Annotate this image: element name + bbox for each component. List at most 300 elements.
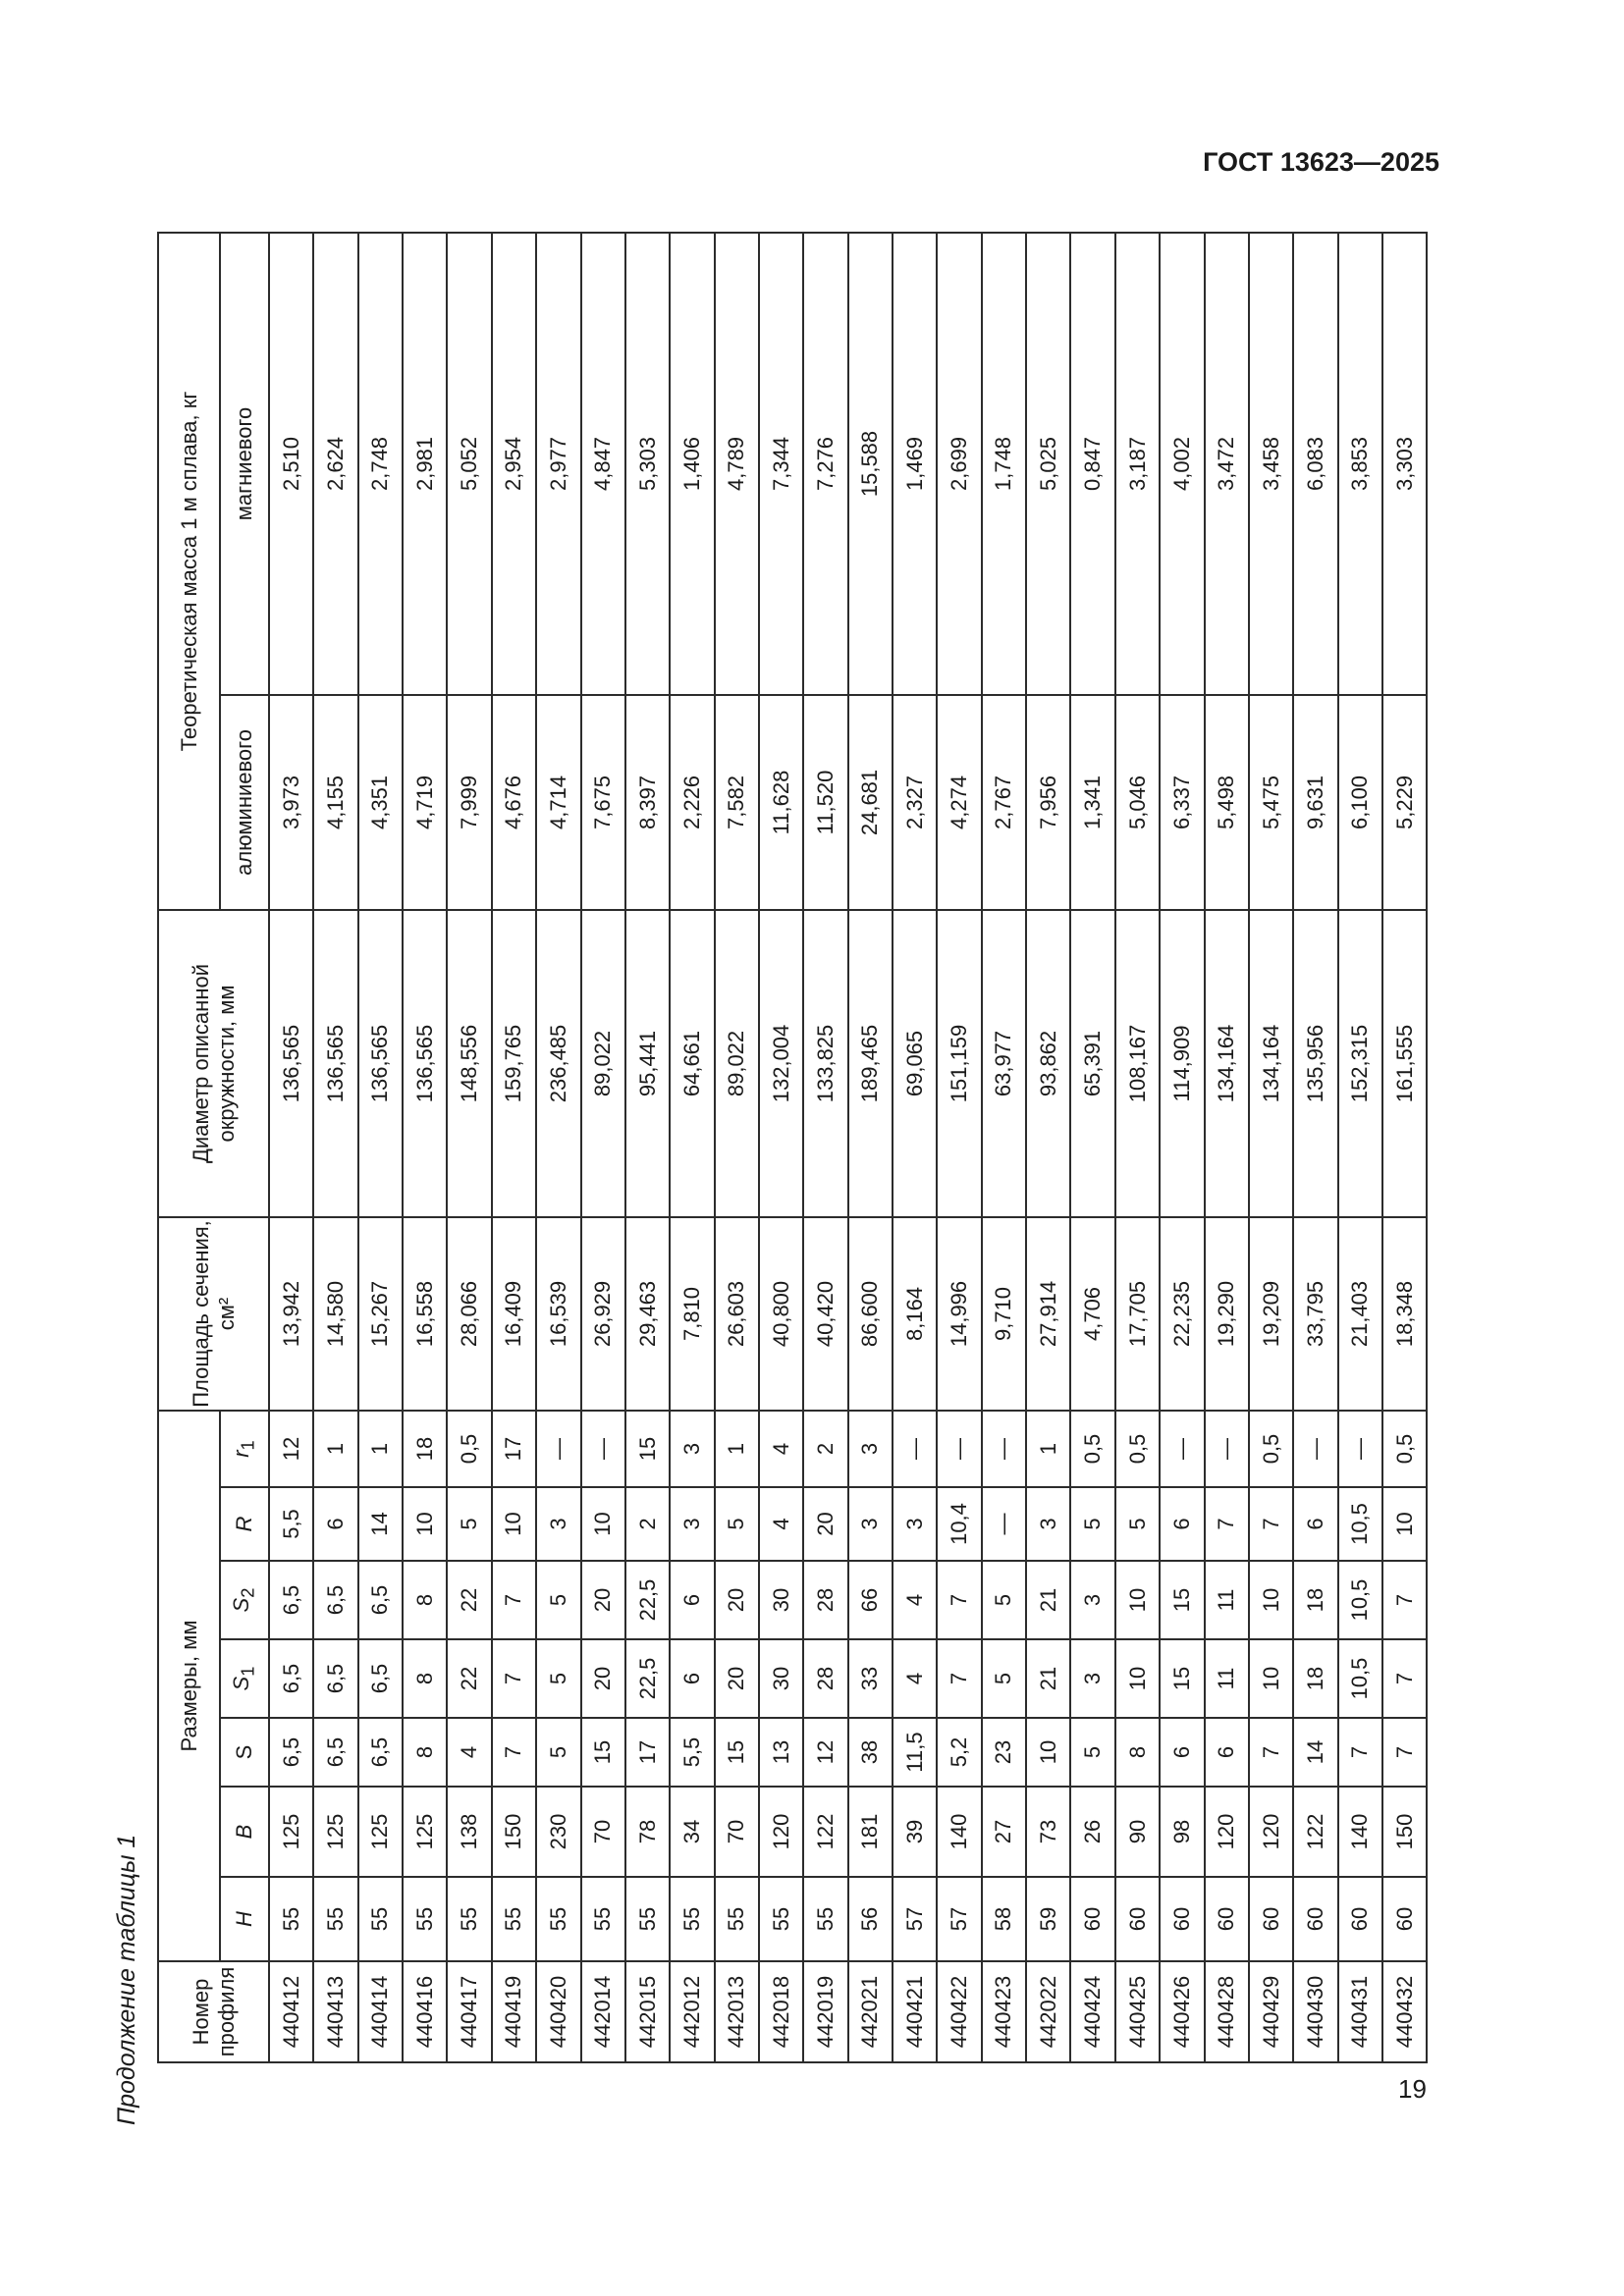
cell-S2: 5 xyxy=(982,1561,1026,1639)
cell-S2: 4 xyxy=(893,1561,937,1639)
table-row xyxy=(848,233,893,2062)
cell-diameter: 65,391 xyxy=(1070,910,1114,1217)
cell-S2: 10 xyxy=(1249,1561,1293,1639)
table-row xyxy=(1382,233,1427,2062)
cell-S: 12 xyxy=(803,1718,847,1787)
cell-H: 55 xyxy=(403,1877,447,1961)
cell-diameter: 161,555 xyxy=(1382,910,1427,1217)
cell-R: 5 xyxy=(1070,1487,1114,1561)
cell-B: 125 xyxy=(358,1787,403,1877)
cell-diameter: 64,661 xyxy=(670,910,714,1217)
cell-area: 17,705 xyxy=(1115,1217,1160,1411)
cell-S: 6 xyxy=(1205,1718,1249,1787)
cell-R: 5 xyxy=(715,1487,759,1561)
cell-profile-number: 442018 xyxy=(759,1961,803,2062)
cell-profile-number: 440420 xyxy=(536,1961,580,2062)
cell-profile-number: 440430 xyxy=(1293,1961,1337,2062)
cell-S: 5 xyxy=(536,1718,580,1787)
cell-S1: 28 xyxy=(803,1639,847,1718)
cell-R: 5,5 xyxy=(269,1487,313,1561)
table-row xyxy=(1205,233,1249,2062)
cell-H: 60 xyxy=(1382,1877,1427,1961)
cell-S2: 21 xyxy=(1026,1561,1070,1639)
cell-area: 33,795 xyxy=(1293,1217,1337,1411)
cell-R: 3 xyxy=(670,1487,714,1561)
cell-H: 55 xyxy=(759,1877,803,1961)
cell-mass-magnesium: 5,025 xyxy=(1026,233,1070,695)
table-row xyxy=(1338,233,1382,2062)
cell-diameter: 132,004 xyxy=(759,910,803,1217)
cell-mass-aluminum: 7,582 xyxy=(715,695,759,910)
cell-B: 138 xyxy=(447,1787,491,1877)
cell-B: 125 xyxy=(403,1787,447,1877)
cell-S2: 7 xyxy=(492,1561,536,1639)
table-row xyxy=(1070,233,1114,2062)
cell-R: 14 xyxy=(358,1487,403,1561)
cell-r1: 17 xyxy=(492,1411,536,1487)
cell-H: 58 xyxy=(982,1877,1026,1961)
cell-B: 78 xyxy=(625,1787,670,1877)
cell-r1: — xyxy=(1205,1411,1249,1487)
cell-r1: — xyxy=(1338,1411,1382,1487)
table-row xyxy=(670,233,714,2062)
cell-S: 23 xyxy=(982,1718,1026,1787)
cell-H: 60 xyxy=(1070,1877,1114,1961)
cell-profile-number: 442014 xyxy=(581,1961,625,2062)
cell-diameter: 89,022 xyxy=(581,910,625,1217)
cell-B: 120 xyxy=(1249,1787,1293,1877)
cell-S1: 7 xyxy=(937,1639,981,1718)
cell-profile-number: 440432 xyxy=(1382,1961,1427,2062)
cell-S: 7 xyxy=(1338,1718,1382,1787)
table-row xyxy=(937,233,981,2062)
cell-area: 15,267 xyxy=(358,1217,403,1411)
cell-profile-number: 442022 xyxy=(1026,1961,1070,2062)
cell-H: 60 xyxy=(1293,1877,1337,1961)
cell-H: 55 xyxy=(670,1877,714,1961)
cell-r1: — xyxy=(1293,1411,1337,1487)
cell-profile-number: 442015 xyxy=(625,1961,670,2062)
cell-profile-number: 440426 xyxy=(1160,1961,1204,2062)
cell-R: 3 xyxy=(893,1487,937,1561)
cell-area: 22,235 xyxy=(1160,1217,1204,1411)
cell-S: 7 xyxy=(1382,1718,1427,1787)
standard-designation: ГОСТ 13623—2025 xyxy=(1203,147,1439,177)
cell-mass-aluminum: 7,956 xyxy=(1026,695,1070,910)
cell-mass-aluminum: 4,714 xyxy=(536,695,580,910)
cell-H: 55 xyxy=(536,1877,580,1961)
cell-S: 13 xyxy=(759,1718,803,1787)
cell-H: 55 xyxy=(358,1877,403,1961)
cell-B: 150 xyxy=(492,1787,536,1877)
cell-R: 6 xyxy=(313,1487,357,1561)
cell-diameter: 152,315 xyxy=(1338,910,1382,1217)
cell-H: 56 xyxy=(848,1877,893,1961)
table-container xyxy=(157,234,1427,2063)
cell-mass-magnesium: 2,954 xyxy=(492,233,536,695)
table-caption: Продолжение таблицы 1 xyxy=(113,1834,140,2125)
cell-diameter: 159,765 xyxy=(492,910,536,1217)
table-body xyxy=(269,233,1427,2062)
cell-S1: 30 xyxy=(759,1639,803,1718)
cell-S1: 7 xyxy=(492,1639,536,1718)
cell-profile-number: 440416 xyxy=(403,1961,447,2062)
cell-B: 39 xyxy=(893,1787,937,1877)
cell-H: 57 xyxy=(893,1877,937,1961)
cell-S1: 6 xyxy=(670,1639,714,1718)
cell-R: 6 xyxy=(1293,1487,1337,1561)
table-row xyxy=(982,233,1026,2062)
cell-S1: 3 xyxy=(1070,1639,1114,1718)
cell-profile-number: 442021 xyxy=(848,1961,893,2062)
cell-R: — xyxy=(982,1487,1026,1561)
cell-B: 120 xyxy=(1205,1787,1249,1877)
cell-B: 140 xyxy=(937,1787,981,1877)
cell-mass-magnesium: 4,789 xyxy=(715,233,759,695)
cell-profile-number: 440421 xyxy=(893,1961,937,2062)
cell-mass-magnesium: 3,187 xyxy=(1115,233,1160,695)
page-number: 19 xyxy=(1398,2074,1427,2104)
cell-diameter: 133,825 xyxy=(803,910,847,1217)
cell-S1: 33 xyxy=(848,1639,893,1718)
cell-mass-magnesium: 2,977 xyxy=(536,233,580,695)
cell-R: 6 xyxy=(1160,1487,1204,1561)
cell-mass-aluminum: 11,628 xyxy=(759,695,803,910)
cell-diameter: 114,909 xyxy=(1160,910,1204,1217)
cell-mass-magnesium: 4,847 xyxy=(581,233,625,695)
cell-S1: 11 xyxy=(1205,1639,1249,1718)
header-S2: $S_2$ xyxy=(220,1561,269,1639)
cell-S1: 7 xyxy=(1382,1639,1427,1718)
cell-r1: — xyxy=(581,1411,625,1487)
cell-mass-aluminum: 5,046 xyxy=(1115,695,1160,910)
cell-B: 27 xyxy=(982,1787,1026,1877)
cell-S2: 20 xyxy=(581,1561,625,1639)
cell-S1: 21 xyxy=(1026,1639,1070,1718)
cell-r1: 0,5 xyxy=(1382,1411,1427,1487)
table-row xyxy=(803,233,847,2062)
cell-diameter: 89,022 xyxy=(715,910,759,1217)
table-row xyxy=(1249,233,1293,2062)
cell-S: 4 xyxy=(447,1718,491,1787)
cell-profile-number: 440419 xyxy=(492,1961,536,2062)
cell-profile-number: 440422 xyxy=(937,1961,981,2062)
cell-area: 19,209 xyxy=(1249,1217,1293,1411)
header-r1: $r_1$ xyxy=(220,1411,269,1487)
cell-S: 11,5 xyxy=(893,1718,937,1787)
table-row xyxy=(759,233,803,2062)
cell-B: 181 xyxy=(848,1787,893,1877)
cell-profile-number: 440429 xyxy=(1249,1961,1293,2062)
header-area: Площадь сечения, см² xyxy=(158,1217,269,1411)
cell-S1: 6,5 xyxy=(313,1639,357,1718)
cell-diameter: 134,164 xyxy=(1205,910,1249,1217)
cell-R: 7 xyxy=(1249,1487,1293,1561)
cell-R: 7 xyxy=(1205,1487,1249,1561)
cell-r1: 2 xyxy=(803,1411,847,1487)
cell-area: 19,290 xyxy=(1205,1217,1249,1411)
cell-H: 55 xyxy=(313,1877,357,1961)
cell-mass-aluminum: 11,520 xyxy=(803,695,847,910)
cell-R: 10 xyxy=(403,1487,447,1561)
cell-S1: 5 xyxy=(536,1639,580,1718)
cell-mass-magnesium: 4,002 xyxy=(1160,233,1204,695)
cell-S: 10 xyxy=(1026,1718,1070,1787)
cell-mass-magnesium: 7,344 xyxy=(759,233,803,695)
cell-B: 34 xyxy=(670,1787,714,1877)
cell-r1: 0,5 xyxy=(1070,1411,1114,1487)
cell-R: 3 xyxy=(848,1487,893,1561)
table-row xyxy=(447,233,491,2062)
header-diameter: Диаметр описанной окружности, мм xyxy=(158,910,269,1217)
cell-mass-magnesium: 2,699 xyxy=(937,233,981,695)
cell-S: 5,2 xyxy=(937,1718,981,1787)
cell-area: 28,066 xyxy=(447,1217,491,1411)
cell-mass-magnesium: 2,981 xyxy=(403,233,447,695)
cell-S2: 11 xyxy=(1205,1561,1249,1639)
cell-R: 3 xyxy=(536,1487,580,1561)
cell-R: 4 xyxy=(759,1487,803,1561)
cell-H: 60 xyxy=(1115,1877,1160,1961)
cell-S: 14 xyxy=(1293,1718,1337,1787)
cell-S: 17 xyxy=(625,1718,670,1787)
cell-H: 57 xyxy=(937,1877,981,1961)
cell-mass-aluminum: 4,676 xyxy=(492,695,536,910)
cell-mass-aluminum: 2,767 xyxy=(982,695,1026,910)
cell-r1: 1 xyxy=(715,1411,759,1487)
cell-diameter: 93,862 xyxy=(1026,910,1070,1217)
cell-r1: 4 xyxy=(759,1411,803,1487)
cell-diameter: 151,159 xyxy=(937,910,981,1217)
cell-R: 10,5 xyxy=(1338,1487,1382,1561)
cell-area: 86,600 xyxy=(848,1217,893,1411)
cell-S1: 6,5 xyxy=(358,1639,403,1718)
cell-H: 60 xyxy=(1338,1877,1382,1961)
cell-area: 8,164 xyxy=(893,1217,937,1411)
header-profile-number: Номер профиля xyxy=(158,1961,269,2062)
cell-S2: 6,5 xyxy=(269,1561,313,1639)
cell-B: 140 xyxy=(1338,1787,1382,1877)
header-dimensions: Размеры, мм xyxy=(158,1411,220,1961)
cell-S2: 10 xyxy=(1115,1561,1160,1639)
header-aluminum: алюминиевого xyxy=(220,695,269,910)
header-B: B xyxy=(220,1787,269,1877)
cell-profile-number: 440413 xyxy=(313,1961,357,2062)
cell-mass-aluminum: 4,274 xyxy=(937,695,981,910)
profile-table xyxy=(157,232,1428,2063)
cell-R: 2 xyxy=(625,1487,670,1561)
cell-S: 8 xyxy=(403,1718,447,1787)
cell-S1: 10 xyxy=(1249,1639,1293,1718)
cell-diameter: 136,565 xyxy=(358,910,403,1217)
cell-B: 125 xyxy=(269,1787,313,1877)
cell-B: 120 xyxy=(759,1787,803,1877)
cell-mass-magnesium: 7,276 xyxy=(803,233,847,695)
cell-mass-magnesium: 1,469 xyxy=(893,233,937,695)
cell-B: 122 xyxy=(1293,1787,1337,1877)
cell-area: 13,942 xyxy=(269,1217,313,1411)
cell-mass-magnesium: 1,406 xyxy=(670,233,714,695)
cell-mass-magnesium: 3,458 xyxy=(1249,233,1293,695)
cell-S2: 20 xyxy=(715,1561,759,1639)
cell-mass-aluminum: 24,681 xyxy=(848,695,893,910)
cell-S2: 6,5 xyxy=(313,1561,357,1639)
table-row xyxy=(403,233,447,2062)
cell-R: 10 xyxy=(492,1487,536,1561)
cell-S: 15 xyxy=(581,1718,625,1787)
cell-diameter: 108,167 xyxy=(1115,910,1160,1217)
table-row xyxy=(893,233,937,2062)
cell-mass-magnesium: 0,847 xyxy=(1070,233,1114,695)
cell-H: 55 xyxy=(269,1877,313,1961)
cell-H: 59 xyxy=(1026,1877,1070,1961)
cell-S2: 8 xyxy=(403,1561,447,1639)
cell-mass-aluminum: 9,631 xyxy=(1293,695,1337,910)
cell-r1: 1 xyxy=(313,1411,357,1487)
cell-H: 55 xyxy=(803,1877,847,1961)
cell-r1: 3 xyxy=(848,1411,893,1487)
cell-area: 18,348 xyxy=(1382,1217,1427,1411)
cell-S1: 4 xyxy=(893,1639,937,1718)
cell-area: 40,800 xyxy=(759,1217,803,1411)
cell-R: 10 xyxy=(1382,1487,1427,1561)
cell-S1: 18 xyxy=(1293,1639,1337,1718)
cell-B: 230 xyxy=(536,1787,580,1877)
cell-area: 9,710 xyxy=(982,1217,1026,1411)
cell-S1: 22,5 xyxy=(625,1639,670,1718)
cell-mass-aluminum: 1,341 xyxy=(1070,695,1114,910)
cell-r1: 0,5 xyxy=(1115,1411,1160,1487)
cell-r1: 3 xyxy=(670,1411,714,1487)
cell-H: 60 xyxy=(1249,1877,1293,1961)
cell-mass-aluminum: 5,498 xyxy=(1205,695,1249,910)
cell-S2: 6 xyxy=(670,1561,714,1639)
cell-S: 8 xyxy=(1115,1718,1160,1787)
cell-area: 7,810 xyxy=(670,1217,714,1411)
cell-r1: — xyxy=(982,1411,1026,1487)
cell-S2: 22 xyxy=(447,1561,491,1639)
cell-S: 6,5 xyxy=(358,1718,403,1787)
cell-r1: 1 xyxy=(1026,1411,1070,1487)
cell-S2: 28 xyxy=(803,1561,847,1639)
cell-S2: 30 xyxy=(759,1561,803,1639)
cell-S1: 10 xyxy=(1115,1639,1160,1718)
cell-area: 29,463 xyxy=(625,1217,670,1411)
cell-mass-magnesium: 2,624 xyxy=(313,233,357,695)
cell-mass-aluminum: 5,229 xyxy=(1382,695,1427,910)
cell-r1: — xyxy=(893,1411,937,1487)
cell-S1: 22 xyxy=(447,1639,491,1718)
cell-diameter: 63,977 xyxy=(982,910,1026,1217)
cell-profile-number: 440425 xyxy=(1115,1961,1160,2062)
cell-H: 55 xyxy=(715,1877,759,1961)
cell-S: 5,5 xyxy=(670,1718,714,1787)
cell-area: 14,580 xyxy=(313,1217,357,1411)
cell-S2: 15 xyxy=(1160,1561,1204,1639)
cell-r1: 15 xyxy=(625,1411,670,1487)
cell-r1: — xyxy=(937,1411,981,1487)
cell-profile-number: 442013 xyxy=(715,1961,759,2062)
header-S: S xyxy=(220,1718,269,1787)
cell-diameter: 69,065 xyxy=(893,910,937,1217)
cell-area: 40,420 xyxy=(803,1217,847,1411)
table-row xyxy=(358,233,403,2062)
cell-profile-number: 440423 xyxy=(982,1961,1026,2062)
cell-area: 16,558 xyxy=(403,1217,447,1411)
cell-S: 15 xyxy=(715,1718,759,1787)
cell-R: 5 xyxy=(447,1487,491,1561)
cell-S: 5 xyxy=(1070,1718,1114,1787)
table-row xyxy=(1115,233,1160,2062)
cell-area: 26,603 xyxy=(715,1217,759,1411)
cell-S2: 22,5 xyxy=(625,1561,670,1639)
cell-diameter: 189,465 xyxy=(848,910,893,1217)
cell-profile-number: 440412 xyxy=(269,1961,313,2062)
cell-diameter: 95,441 xyxy=(625,910,670,1217)
cell-S1: 10,5 xyxy=(1338,1639,1382,1718)
table-row xyxy=(1293,233,1337,2062)
cell-H: 55 xyxy=(447,1877,491,1961)
cell-B: 98 xyxy=(1160,1787,1204,1877)
cell-B: 73 xyxy=(1026,1787,1070,1877)
table-row xyxy=(1026,233,1070,2062)
cell-mass-magnesium: 2,748 xyxy=(358,233,403,695)
cell-B: 90 xyxy=(1115,1787,1160,1877)
cell-area: 16,539 xyxy=(536,1217,580,1411)
cell-area: 26,929 xyxy=(581,1217,625,1411)
cell-r1: 0,5 xyxy=(1249,1411,1293,1487)
cell-S2: 7 xyxy=(937,1561,981,1639)
cell-mass-aluminum: 8,397 xyxy=(625,695,670,910)
cell-H: 55 xyxy=(492,1877,536,1961)
cell-mass-aluminum: 7,999 xyxy=(447,695,491,910)
cell-profile-number: 440424 xyxy=(1070,1961,1114,2062)
cell-mass-magnesium: 5,052 xyxy=(447,233,491,695)
cell-profile-number: 440414 xyxy=(358,1961,403,2062)
header-S1: $S_1$ xyxy=(220,1639,269,1718)
cell-mass-aluminum: 7,675 xyxy=(581,695,625,910)
cell-area: 14,996 xyxy=(937,1217,981,1411)
table-row xyxy=(581,233,625,2062)
cell-mass-aluminum: 2,226 xyxy=(670,695,714,910)
cell-profile-number: 440431 xyxy=(1338,1961,1382,2062)
cell-S2: 18 xyxy=(1293,1561,1337,1639)
header-mass: Теоретическая масса 1 м сплава, кг xyxy=(158,233,220,910)
cell-S2: 5 xyxy=(536,1561,580,1639)
cell-r1: 12 xyxy=(269,1411,313,1487)
table-row xyxy=(536,233,580,2062)
cell-mass-magnesium: 3,472 xyxy=(1205,233,1249,695)
cell-R: 10 xyxy=(581,1487,625,1561)
table-row xyxy=(1160,233,1204,2062)
cell-area: 4,706 xyxy=(1070,1217,1114,1411)
cell-S1: 5 xyxy=(982,1639,1026,1718)
cell-S2: 10,5 xyxy=(1338,1561,1382,1639)
header-magnesium: магниевого xyxy=(220,233,269,695)
cell-r1: 18 xyxy=(403,1411,447,1487)
cell-S: 6,5 xyxy=(313,1718,357,1787)
cell-mass-aluminum: 3,973 xyxy=(269,695,313,910)
cell-mass-aluminum: 2,327 xyxy=(893,695,937,910)
cell-B: 122 xyxy=(803,1787,847,1877)
cell-area: 27,914 xyxy=(1026,1217,1070,1411)
cell-diameter: 134,164 xyxy=(1249,910,1293,1217)
cell-S2: 3 xyxy=(1070,1561,1114,1639)
cell-S1: 6,5 xyxy=(269,1639,313,1718)
cell-S1: 8 xyxy=(403,1639,447,1718)
cell-H: 60 xyxy=(1160,1877,1204,1961)
cell-S2: 7 xyxy=(1382,1561,1427,1639)
